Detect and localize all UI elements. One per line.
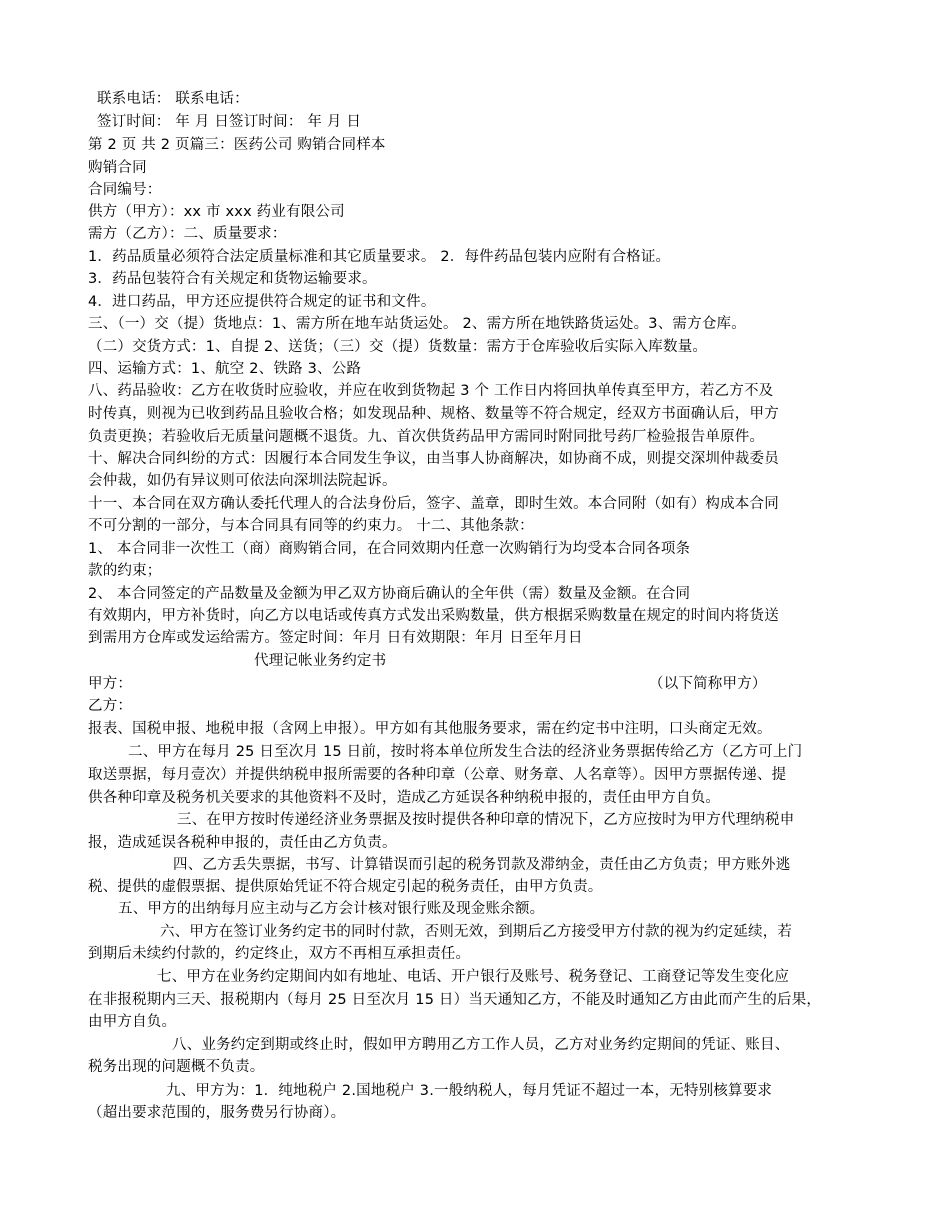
text-line: 在非报税期内三天、报税期内（每月 25 日至次月 15 日）当天通知乙方，不能及时通知乙方由此而产生的后果， — [88, 992, 822, 1008]
text-line: 报，造成延误各税种申报的，责任由乙方负责。 — [88, 835, 397, 851]
text-line: 七、甲方在业务约定期间内如有地址、电话、开户银行及账号、税务登记、工商登记等发生变化应 — [157, 969, 790, 985]
text-line: 款的约束； — [88, 563, 162, 579]
text-line: 九、甲方为：1．纯地税户 2.国地税户 3.一般纳税人，每月凭证不超过一本，无特别核算要求 — [166, 1083, 773, 1099]
text-line: 四、乙方丢失票据，书写、计算错误而引起的税务罚款及滞纳金，责任由乙方负责；甲方账外逃 — [173, 857, 791, 873]
text-line: （超出要求范围的，服务费另行协商）。 — [88, 1105, 346, 1121]
text-line: 有效期内，甲方补货时，向乙方以电话或传真方式发出采购数量，供方根据采购数量在规定的时间内将货送 — [88, 608, 779, 624]
text-line: 八、药品验收：乙方在收货时应验收，并应在收到货物起 3 个 工作日内将回执单传真至甲方，若乙方不及 — [88, 383, 774, 399]
text-line: 到期后未续约付款的，约定终止，双方不再相互承担责任。 — [88, 946, 471, 962]
text-line: 税、提供的虚假票据、提供原始凭证不符合规定引起的税务责任，由甲方负责。 — [88, 879, 603, 895]
text-line: 三、（一）交（提）货地点：1、需方所在地车站货运处。 2、需方所在地铁路货运处。3、需方仓库。 — [88, 316, 746, 332]
text-line: 报表、国税申报、地税申报（含网上申报）。甲方如有其他服务要求，需在约定书中注明，口头商定无效。 — [88, 721, 772, 737]
text-line: 签订时间： 年 月 日签订时间： 年 月 日 — [97, 114, 362, 130]
text-line: 五、甲方的出纳每月应主动与乙方会计核对银行账及现金账余额。 — [118, 901, 545, 917]
party-b-label: 乙方： — [88, 698, 133, 714]
text-line: 由甲方自负。 — [88, 1014, 177, 1030]
text-line: 第 2 页 共 2 页篇三：医药公司 购销合同样本 — [88, 137, 386, 153]
text-line: （二）交货方式：1、自提 2、送货；（三）交（提）货数量：需方于仓库验收后实际入库数量。 — [88, 339, 708, 355]
text-line: 合同编号： — [88, 182, 162, 198]
text-line: 需方（乙方）：二、质量要求： — [88, 226, 287, 242]
text-line: 供方（甲方）：xx 市 xxx 药业有限公司 — [88, 204, 345, 220]
text-line: 十、解决合同纠纷的方式：因履行本合同发生争议，由当事人协商解决，如协商不成，则提交深圳仲裁委员 — [88, 451, 779, 467]
party-a-label: 甲方： — [88, 676, 133, 692]
text-line: 联系电话： 联系电话： — [97, 91, 249, 107]
text-line: 负责更换；若验收后无质量问题概不退货。九、首次供货药品甲方需同时附同批号药厂检验报告单原件。 — [88, 429, 765, 445]
text-line: 十一、本合同在双方确认委托代理人的合法身份后，签字、盖章，即时生效。本合同附（如有）构成本合同 — [88, 496, 779, 512]
text-line: 供各种印章及税务机关要求的其他资料不及时，造成乙方延误各种纳税申报的，责任由甲方自负。 — [88, 790, 721, 806]
text-line: 四、运输方式：1、航空 2、铁路 3、公路 — [88, 361, 362, 377]
text-line: 会仲裁，如仍有异议则可依法向深圳法院起诉。 — [88, 473, 397, 489]
text-line: 购销合同 — [88, 160, 147, 176]
text-line: 三、在甲方按时传递经济业务票据及按时提供各种印章的情况下，乙方应按时为甲方代理纳税申 — [177, 812, 795, 828]
text-line: 时传真，则视为已收到药品且验收合格；如发现品种、规格、数量等不符合规定，经双方书面确认后，甲方 — [88, 406, 779, 422]
text-line: 不可分割的一部分，与本合同具有同等的约束力。 十二、其他条款： — [88, 518, 534, 534]
party-a-note: （以下简称甲方） — [649, 676, 767, 692]
text-line: 六、甲方在签订业务约定书的同时付款，否则无效，到期后乙方接受甲方付款的视为约定延续，若 — [160, 924, 793, 940]
text-line: 税务出现的问题概不负责。 — [88, 1059, 265, 1075]
text-line: 4．进口药品，甲方还应提供符合规定的证书和文件。 — [88, 294, 436, 310]
text-line: 2、 本合同签定的产品数量及金额为甲乙双方协商后确认的全年供（需）数量及金额。在合同 — [88, 586, 691, 602]
text-line: 取送票据，每月壹次）并提供纳税申报所需要的各种印章（公章、财务章、人名章等）。因甲方票据传递、提 — [88, 767, 787, 783]
text-line: 1、 本合同非一次性工（商）商购销合同，在合同效期内任意一次购销行为均受本合同各项条 — [88, 541, 691, 557]
text-line: 二、甲方在每月 25 日至次月 15 日前，按时将本单位所发生合法的经济业务票据传给乙方（乙方可上门 — [128, 744, 803, 760]
section-title: 代理记帐业务约定书 — [254, 653, 387, 669]
text-line: 八、业务约定到期或终止时，假如甲方聘用乙方工作人员，乙方对业务约定期间的凭证、账目、 — [172, 1037, 790, 1053]
text-line: 3．药品包装符合有关规定和货物运输要求。 — [88, 271, 377, 287]
text-line: 到需用方仓库或发运给需方。签定时间：年月 日有效期限：年月 日至年月日 — [88, 630, 583, 646]
text-line: 1．药品质量必须符合法定质量标准和其它质量要求。 2．每件药品包装内应附有合格证。 — [88, 249, 671, 265]
